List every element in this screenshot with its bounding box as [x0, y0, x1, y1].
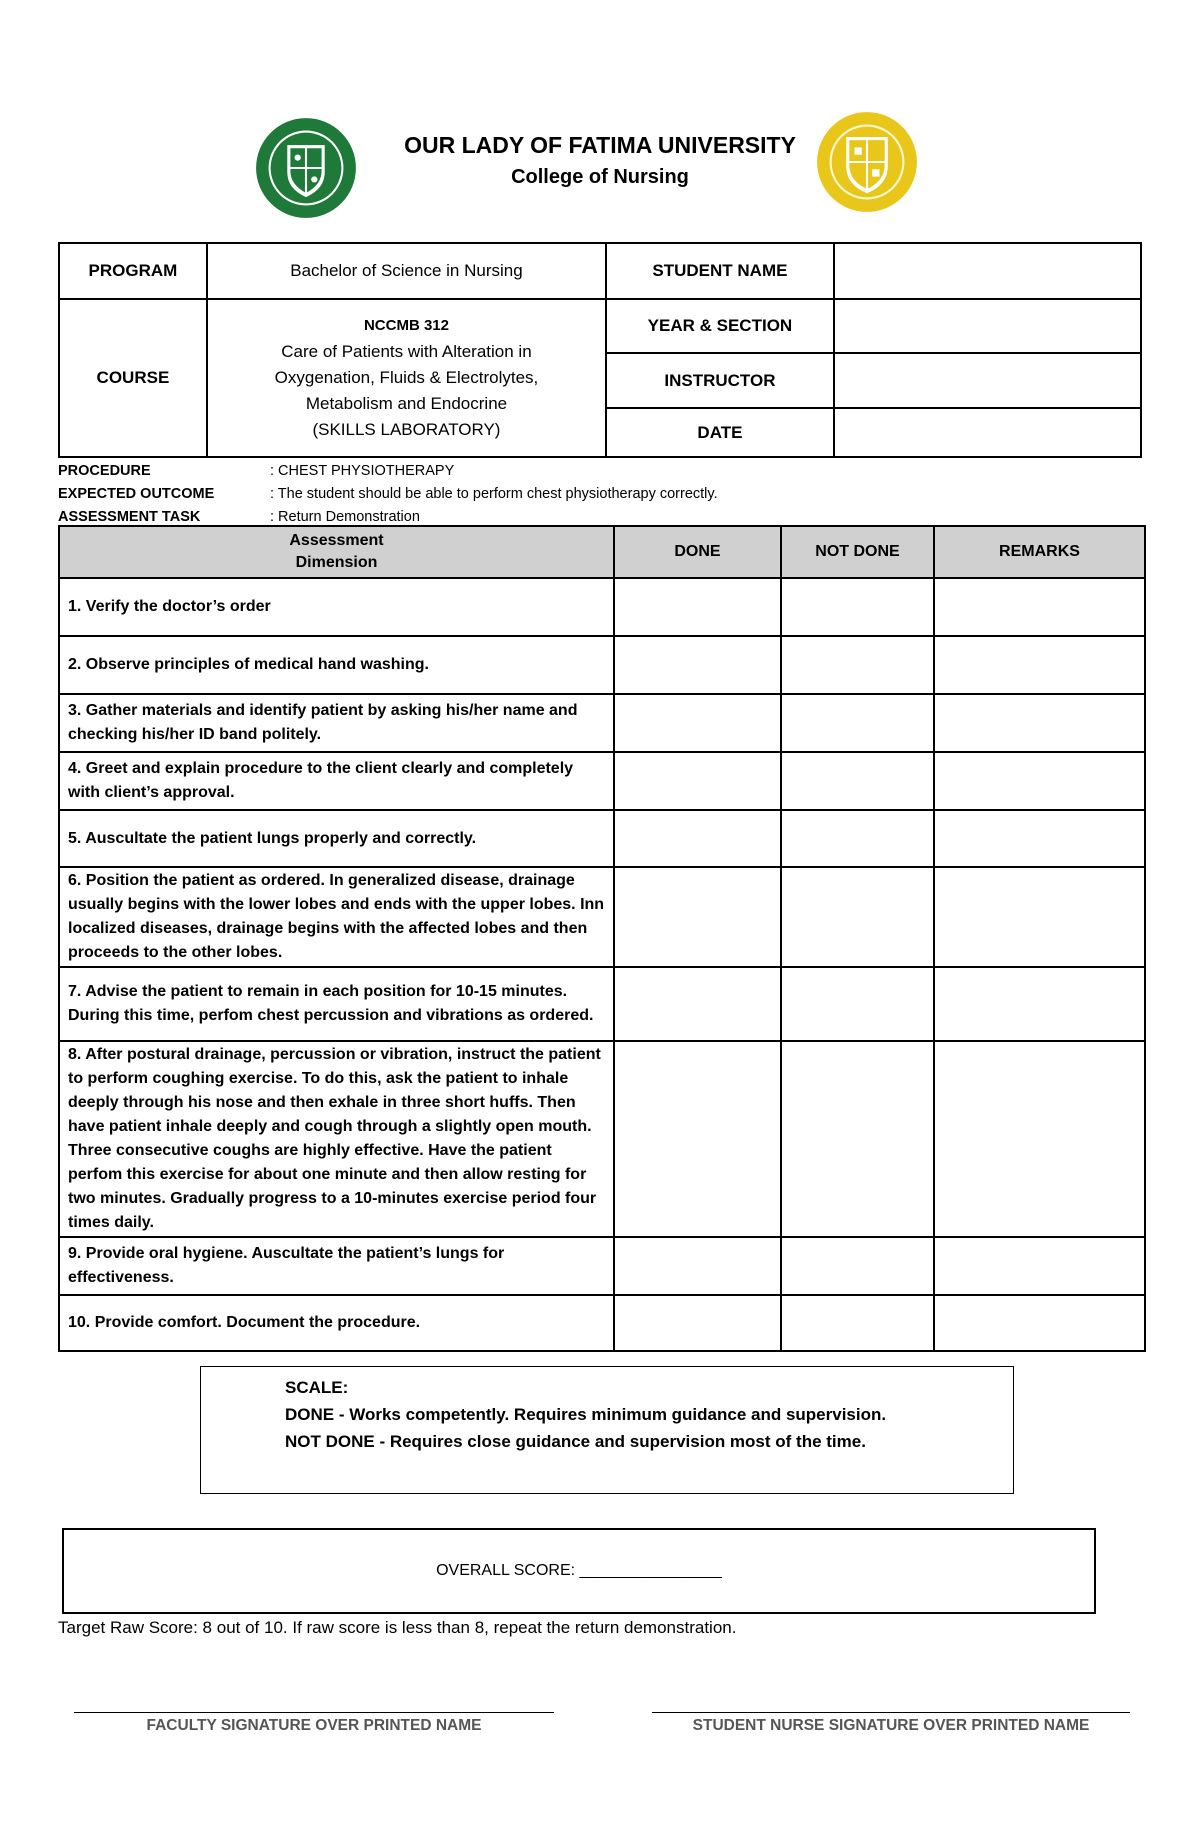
column-header-dimension-line: Dimension	[295, 554, 378, 571]
date-field[interactable]	[834, 408, 1141, 457]
student-signature-label: STUDENT NURSE SIGNATURE OVER PRINTED NAME	[692, 1717, 1090, 1734]
table-row	[59, 1237, 1145, 1295]
not-done-cell[interactable]	[781, 1041, 934, 1237]
remarks-cell[interactable]	[934, 867, 1145, 967]
table-row	[59, 694, 1145, 752]
course-code: NCCMB 312	[363, 317, 449, 334]
scale-done: DONE - Works competently. Requires minimum guidance and supervision.	[285, 1405, 887, 1424]
column-header-dimension-line: Assessment	[289, 532, 384, 549]
table-row	[59, 578, 1145, 636]
column-header-dimension	[59, 526, 614, 578]
student-signature-line[interactable]	[652, 1712, 1130, 1713]
not-done-cell[interactable]	[781, 967, 934, 1041]
course-label: COURSE	[59, 299, 207, 457]
course-title-line: Oxygenation, Fluids & Electrolytes,	[274, 368, 539, 387]
done-cell[interactable]	[614, 867, 781, 967]
program-label: PROGRAM	[59, 243, 207, 299]
remarks-cell[interactable]	[934, 1295, 1145, 1351]
assessment-table	[58, 525, 1146, 1352]
remarks-cell[interactable]	[934, 1041, 1145, 1237]
assessment-task-label: ASSESSMENT TASK	[58, 509, 201, 525]
procedure-value: : CHEST PHYSIOTHERAPY	[270, 463, 455, 479]
remarks-cell[interactable]	[934, 636, 1145, 694]
not-done-cell[interactable]	[781, 1237, 934, 1295]
done-cell[interactable]	[614, 967, 781, 1041]
course-value	[207, 299, 606, 457]
target-score-note: Target Raw Score: 8 out of 10. If raw score is less than 8, repeat the return demonstration.	[58, 1618, 737, 1637]
date-label: DATE	[606, 408, 834, 457]
instructor-label: INSTRUCTOR	[606, 353, 834, 408]
assessment-item: 5. Auscultate the patient lungs properly and correctly.	[59, 810, 614, 867]
done-cell[interactable]	[614, 1237, 781, 1295]
expected-outcome-label: EXPECTED OUTCOME	[58, 486, 215, 502]
scale-title: SCALE:	[285, 1378, 349, 1397]
assessment-item: 10. Provide comfort. Document the procedure.	[59, 1295, 614, 1351]
university-name: OUR LADY OF FATIMA UNIVERSITY	[404, 132, 796, 158]
scale-box	[200, 1366, 1014, 1494]
program-value: Bachelor of Science in Nursing	[207, 243, 606, 299]
document-header	[0, 110, 1200, 230]
column-header-remarks: REMARKS	[934, 526, 1145, 578]
course-title-line: Metabolism and Endocrine	[305, 394, 508, 413]
table-row	[59, 1041, 1145, 1237]
assessment-item: 9. Provide oral hygiene. Auscultate the patient’s lungs for effectiveness.	[59, 1237, 614, 1295]
procedure-label: PROCEDURE	[58, 463, 151, 479]
student-name-label: STUDENT NAME	[606, 243, 834, 299]
student-info-table	[58, 242, 1142, 458]
assessment-item: 6. Position the patient as ordered. In generalized disease, drainage usually begins with the lower lobes and ends with the upper lobes. Inn localized diseases, drainage begins with the affected lobes and then proceeds to the other lobes.	[59, 867, 614, 967]
assessment-item: 8. After postural drainage, percussion or vibration, instruct the patient to perform coughing exercise. To do this, ask the patient to inhale deeply through his nose and then exhale in three short huffs. Then have patient inhale deeply and cough through a slightly open mouth. Three consecutive coughs are highly effective. Have the patient perfom this exercise for about one minute and then allow resting for two minutes. Gradually progress to a 10-minutes exercise period four times daily.	[59, 1041, 614, 1237]
college-seal-gold-icon	[815, 110, 919, 214]
assessment-task-value: : Return Demonstration	[270, 509, 420, 525]
done-cell[interactable]	[614, 752, 781, 810]
column-header-done: DONE	[614, 526, 781, 578]
done-cell[interactable]	[614, 1041, 781, 1237]
not-done-cell[interactable]	[781, 1295, 934, 1351]
remarks-cell[interactable]	[934, 694, 1145, 752]
table-row	[59, 752, 1145, 810]
table-row	[59, 636, 1145, 694]
table-row	[59, 810, 1145, 867]
not-done-cell[interactable]	[781, 578, 934, 636]
college-name: College of Nursing	[511, 166, 689, 188]
course-title-line: Care of Patients with Alteration in	[281, 342, 532, 361]
remarks-cell[interactable]	[934, 578, 1145, 636]
course-title-line: (SKILLS LABORATORY)	[312, 420, 501, 439]
procedure-meta	[58, 460, 1142, 529]
student-name-field[interactable]	[834, 243, 1141, 299]
not-done-cell[interactable]	[781, 752, 934, 810]
scale-not-done: NOT DONE - Requires close guidance and supervision most of the time.	[285, 1432, 866, 1451]
not-done-cell[interactable]	[781, 636, 934, 694]
faculty-signature-label: FACULTY SIGNATURE OVER PRINTED NAME	[146, 1717, 482, 1734]
assessment-item: 7. Advise the patient to remain in each position for 10-15 minutes. During this time, perfom chest percussion and vibrations as ordered.	[59, 967, 614, 1041]
remarks-cell[interactable]	[934, 967, 1145, 1041]
done-cell[interactable]	[614, 1295, 781, 1351]
remarks-cell[interactable]	[934, 810, 1145, 867]
table-row	[59, 967, 1145, 1041]
overall-score-box	[62, 1528, 1096, 1614]
not-done-cell[interactable]	[781, 810, 934, 867]
not-done-cell[interactable]	[781, 867, 934, 967]
instructor-field[interactable]	[834, 353, 1141, 408]
assessment-item: 1. Verify the doctor’s order	[59, 578, 614, 636]
assessment-item: 2. Observe principles of medical hand washing.	[59, 636, 614, 694]
table-row	[59, 867, 1145, 967]
remarks-cell[interactable]	[934, 1237, 1145, 1295]
done-cell[interactable]	[614, 694, 781, 752]
expected-outcome-value: : The student should be able to perform chest physiotherapy correctly.	[270, 486, 718, 502]
remarks-cell[interactable]	[934, 752, 1145, 810]
year-section-field[interactable]	[834, 299, 1141, 353]
not-done-cell[interactable]	[781, 694, 934, 752]
overall-score-field[interactable]: OVERALL SCORE: ________________	[436, 1562, 722, 1579]
faculty-signature-line[interactable]	[74, 1712, 554, 1713]
assessment-item: 3. Gather materials and identify patient by asking his/her name and checking his/her ID band politely.	[59, 694, 614, 752]
assessment-item: 4. Greet and explain procedure to the client clearly and completely with client’s approval.	[59, 752, 614, 810]
done-cell[interactable]	[614, 578, 781, 636]
table-row	[59, 1295, 1145, 1351]
column-header-not-done: NOT DONE	[781, 526, 934, 578]
done-cell[interactable]	[614, 810, 781, 867]
done-cell[interactable]	[614, 636, 781, 694]
year-section-label: YEAR & SECTION	[606, 299, 834, 353]
